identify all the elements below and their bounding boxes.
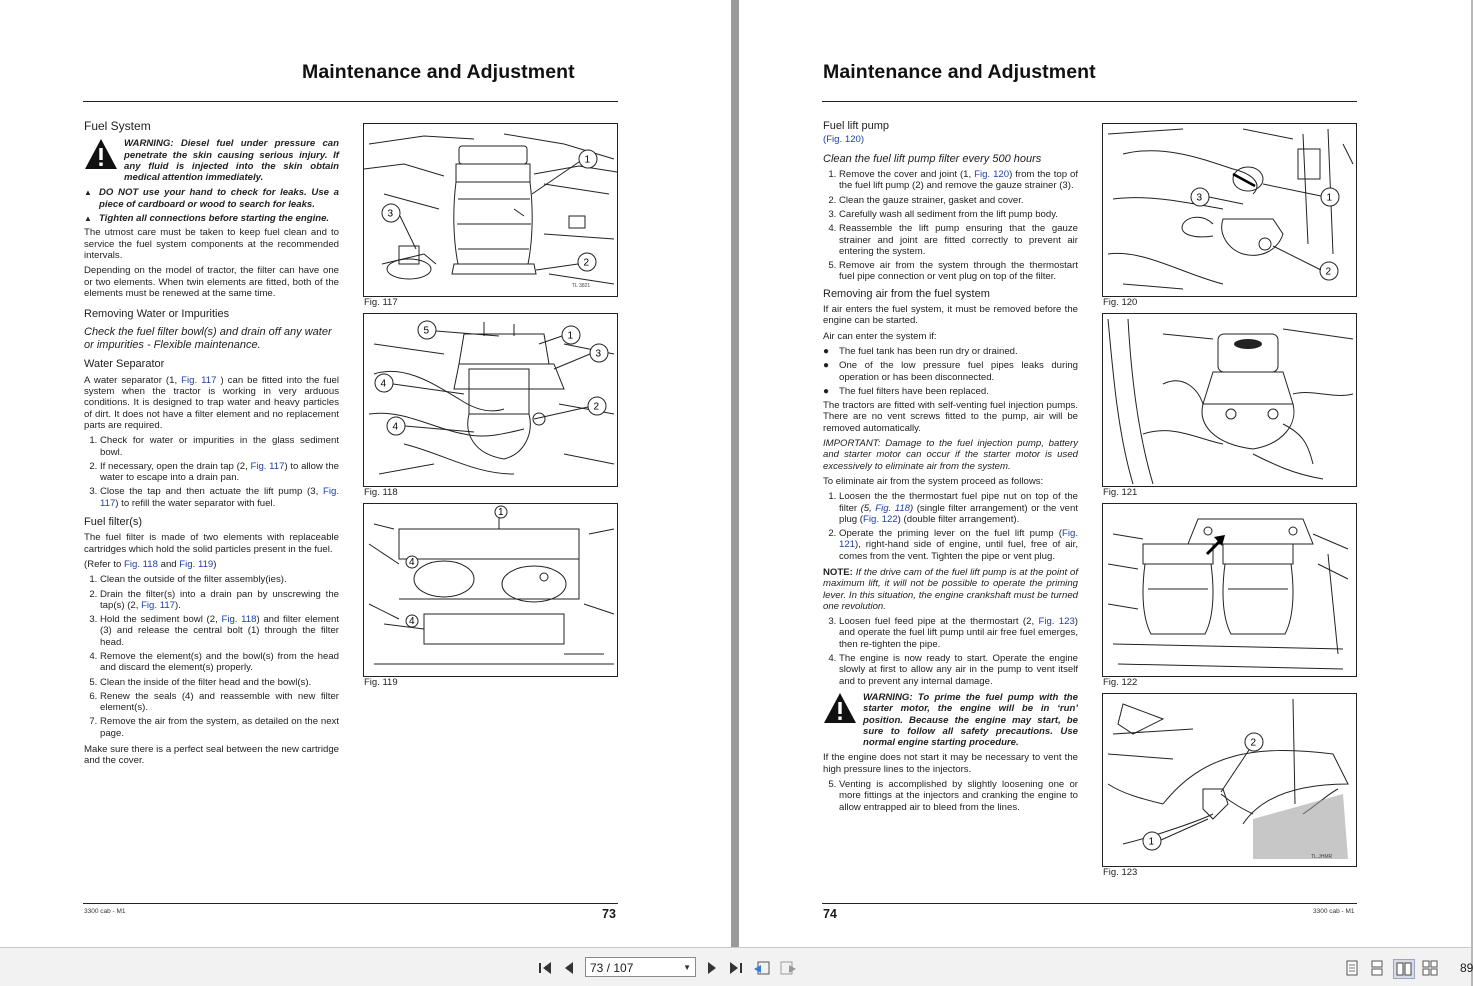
footer-code: 3300 cab - M1 <box>84 908 126 915</box>
go-forward-button[interactable] <box>779 959 797 977</box>
figure-link[interactable]: Fig. 118 <box>875 502 911 514</box>
list-item: 4. Reassemble the lift pump ensuring that the gauze strainer and joint are fitted correctly to prevent air entering the system. <box>839 223 1078 257</box>
callout-label: 1 <box>584 154 591 166</box>
figure-121 <box>1102 313 1357 487</box>
title-rule <box>83 101 618 102</box>
list-item: 7. Remove the air from the system, as detailed on the next page. <box>100 716 339 739</box>
page-number: 74 <box>823 907 837 921</box>
first-page-button[interactable] <box>536 959 554 977</box>
figure-link[interactable]: Fig. 117 <box>181 374 217 386</box>
zoom-level[interactable]: 89 <box>1460 961 1473 975</box>
bullet-dot-icon: ● <box>823 385 830 397</box>
next-page-button[interactable] <box>703 959 721 977</box>
fuel-filter-illustration <box>364 124 617 296</box>
note: NOTE: If the drive cam of the fuel lift pump is at the point of maximum lift, it will not be possible to operate the priming lever. In this situation, the engine crankshaft must be turned one revolution. <box>823 567 1078 612</box>
callout-label: 4 <box>392 421 399 433</box>
maintenance-interval-text: Check the fuel filter bowl(s) and drain off any water or impurities - Flexible maintenance. <box>84 326 332 351</box>
figure-stamp: TL 3821 <box>572 283 591 289</box>
callout-label: 5 <box>423 325 430 337</box>
callout-label: 1 <box>1326 192 1333 204</box>
warning-block <box>823 692 1078 748</box>
figure-link[interactable]: Fig. 117 <box>250 460 285 472</box>
paragraph: The tractors are fitted with self-venting fuel injection pumps. There are no vent screws fitted to the pump, air will be removed automatically. <box>823 400 1078 434</box>
first-page-icon <box>537 961 553 975</box>
footer-rule <box>822 903 1357 904</box>
go-back-icon <box>753 960 771 976</box>
footer-rule <box>83 903 618 904</box>
filter-removal-illustration <box>364 314 617 486</box>
figure-link[interactable]: Fig. 118 <box>124 558 158 570</box>
figure-118 <box>363 313 618 487</box>
list-item: 1. Loosen the the thermostart fuel pipe nut on top of the filter (5, Fig. 118) (single filter arrangement) or the vent plug (Fig. 122) (double filter arrangement). <box>839 491 1078 525</box>
bullet-triangle-icon: ▲ <box>84 214 92 224</box>
next-page-icon <box>706 961 718 975</box>
subsection-heading: Water Separator <box>84 358 165 371</box>
callout-label: 1 <box>498 507 504 518</box>
bullet-item: ● The fuel tank has been run dry or drained. <box>823 345 1018 357</box>
thermostart-illustration <box>1103 694 1356 866</box>
two-page-continuous-icon <box>1422 960 1438 976</box>
subsection-heading: Fuel filter(s) <box>84 516 143 529</box>
callout-label: 2 <box>1250 737 1257 749</box>
list-item: 5. Venting is accomplished by slightly loosening one or more fittings at the injectors and cranking the engine to allow entrapped air to bleed from the lines. <box>839 779 1078 813</box>
continuous-page-icon <box>1371 960 1383 976</box>
list-item: 5. Remove air from the system through the thermostart fuel pipe connection or vent plug on top of the filter. <box>839 260 1078 283</box>
list-item: 1. Remove the cover and joint (1, Fig. 120) from the top of the fuel lift pump (2) and remove the gauze strainer (3). <box>839 169 1078 192</box>
dropdown-caret-icon[interactable]: ▼ <box>683 963 691 972</box>
warning-text: WARNING: Diesel fuel under pressure can penetrate the skin causing serious injury. If any fluid is injected into the skin obtain medical attention immediately. <box>124 138 339 184</box>
figure-caption: Fig. 123 <box>1103 867 1138 878</box>
last-page-button[interactable] <box>727 959 745 977</box>
figure-link[interactable]: Fig. 123 <box>1038 616 1075 628</box>
subsection-heading: Fuel lift pump <box>823 120 890 132</box>
paragraph: If the engine does not start it may be necessary to vent the high pressure lines to the injectors. <box>823 752 1078 775</box>
two-page-view-button[interactable] <box>1393 959 1415 979</box>
callout-label: 2 <box>583 257 590 269</box>
footer-code: 3300 cab - M1 <box>1313 908 1355 915</box>
callout-label: 4 <box>380 378 387 390</box>
list-item: 6. Renew the seals (4) and reassemble with new filter element(s). <box>100 691 339 714</box>
single-page-icon <box>1346 960 1358 976</box>
figure-120 <box>1102 123 1357 297</box>
figure-caption: Fig. 121 <box>1103 487 1138 498</box>
page-title: Maintenance and Adjustment <box>302 61 575 83</box>
callout-label: 1 <box>567 330 574 342</box>
page-title: Maintenance and Adjustment <box>823 61 1096 83</box>
paragraph: To eliminate air from the system proceed as follows: <box>823 475 1044 487</box>
figure-link[interactable]: Fig. 117 <box>100 486 339 509</box>
figure-123 <box>1102 693 1357 867</box>
callout-label: 2 <box>1325 266 1332 278</box>
twin-filter-illustration <box>1103 504 1356 676</box>
subsection-heading: Removing air from the fuel system <box>823 287 990 300</box>
figure-122 <box>1102 503 1357 677</box>
paragraph: A water separator (1, Fig. 117 ) can be fitted into the fuel system when the tractor is working in very arduous conditions. It is designed to trap water and heavy particles of dirt. It does not have a filter element and no replacement parts are required. <box>84 374 339 431</box>
previous-page-button[interactable] <box>560 959 578 977</box>
figure-caption: Fig. 117 <box>364 297 398 308</box>
list-item: 2. Operate the priming lever on the fuel lift pump (Fig. 121), right-hand side of engine, until fuel, free of air, comes from the vent. Tighten the pipe or vent plug. <box>839 528 1078 562</box>
continuous-view-button[interactable] <box>1368 959 1386 977</box>
paragraph: Air can enter the system if: <box>823 330 937 342</box>
figure-caption: Fig. 120 <box>1103 297 1138 308</box>
fuel-filter-steps <box>84 574 339 739</box>
maintenance-interval-text: Clean the fuel lift pump filter every 500 hours <box>823 152 1042 165</box>
figure-117 <box>363 123 618 297</box>
last-page-icon <box>728 961 744 975</box>
figure-link[interactable]: Fig. 120 <box>974 169 1010 181</box>
subsection-heading: Removing Water or Impurities <box>84 308 230 321</box>
priming-lever-illustration <box>1103 314 1356 486</box>
water-separator-steps <box>84 435 339 509</box>
paragraph: (Refer to Fig. 118 and Fig. 119) <box>84 558 217 570</box>
list-item: 2. If necessary, open the drain tap (2, Fig. 117) to allow the water to escape into a drain pan. <box>100 461 339 484</box>
callout-label: 1 <box>1148 836 1155 848</box>
callout-label: 3 <box>595 348 602 360</box>
lift-pump-steps <box>823 169 1078 283</box>
callout-label: 2 <box>593 401 600 413</box>
single-page-view-button[interactable] <box>1343 959 1361 977</box>
left-page <box>0 0 731 947</box>
figure-caption: Fig. 122 <box>1103 677 1138 688</box>
bullet-dot-icon: ● <box>823 345 830 357</box>
important-note: IMPORTANT: Damage to the fuel injection pump, battery and starter motor can occur if the starter motor is used excessively to eliminate air from the system. <box>823 438 1078 472</box>
air-elimination-steps-cont <box>823 616 1078 687</box>
paragraph: The fuel filter is made of two elements with replaceable cartridges which hold the solid particles present in the fuel. <box>84 532 339 555</box>
warning-bullet: ▲ DO NOT use your hand to check for leaks. Use a piece of cardboard or wood to search for leaks. <box>84 187 339 210</box>
previous-page-icon <box>563 961 575 975</box>
figure-119 <box>363 503 618 677</box>
list-item: 2. Clean the gauze strainer, gasket and cover. <box>839 195 1078 206</box>
callout-label: 3 <box>1196 192 1203 204</box>
page-number: 73 <box>602 907 616 921</box>
title-rule <box>822 101 1357 102</box>
paragraph: Make sure there is a perfect seal between the new cartridge and the cover. <box>84 744 339 767</box>
list-item: 3. Carefully wash all sediment from the lift pump body. <box>839 209 1078 220</box>
list-item: 1. Clean the outside of the filter assembly(ies). <box>100 574 339 585</box>
section-title: Fuel System <box>84 119 151 133</box>
bullet-dot-icon: ● <box>823 360 830 372</box>
list-item: 4. Remove the element(s) and the bowl(s) from the head and discard the element(s) properly. <box>100 651 339 674</box>
bullet-triangle-icon: ▲ <box>84 188 92 198</box>
list-item: 3. Loosen fuel feed pipe at the thermostart (2, Fig. 123) and operate the fuel lift pump until air free fuel emerges, then re-tighten the pipe. <box>839 616 1078 650</box>
figure-link[interactable]: Fig. 117 <box>141 599 176 611</box>
left-text-column <box>84 121 339 771</box>
warning-bullet: ▲ Tighten all connections before starting the engine. <box>84 213 330 225</box>
callout-label: 3 <box>387 208 394 220</box>
figure-caption: Fig. 119 <box>364 677 398 688</box>
figure-caption: Fig. 118 <box>364 487 398 498</box>
figure-link[interactable]: Fig. 122 <box>863 513 898 525</box>
viewer-toolbar <box>0 947 1471 986</box>
bullet-item: ● The fuel filters have been replaced. <box>823 385 989 397</box>
two-page-icon <box>1396 962 1412 976</box>
figure-stamp: TL.JHMR <box>1311 854 1333 860</box>
page-gutter <box>731 0 739 947</box>
warning-text: WARNING: To prime the fuel pump with the starter motor, the engine will be in ‘run’ position. Because the engine may start, be sure to follow all safety precautions. Use normal engine starting procedure. <box>863 691 1078 749</box>
list-item: 1. Check for water or impurities in the glass sediment bowl. <box>100 435 339 458</box>
go-forward-icon <box>779 960 797 976</box>
warning-icon <box>84 138 118 170</box>
callout-label: 4 <box>409 557 415 568</box>
right-page <box>739 0 1471 947</box>
go-back-button[interactable] <box>753 959 771 977</box>
list-item: 3. Hold the sediment bowl (2, Fig. 118) and filter element (3) and release the central bolt (1) through the filter head. <box>100 614 339 648</box>
right-text-column <box>823 121 1078 818</box>
filter-head-illustration <box>364 504 617 676</box>
two-page-continuous-button[interactable] <box>1421 959 1439 977</box>
list-item: 4. The engine is now ready to start. Operate the engine slowly at first to allow any air in the pump to vent itself and to prevent any internal damage. <box>839 653 1078 687</box>
lift-pump-illustration <box>1103 124 1356 296</box>
warning-icon <box>823 692 857 724</box>
figure-link[interactable]: Fig. 119 <box>179 558 214 570</box>
air-elimination-steps <box>823 491 1078 562</box>
figure-link[interactable]: (Fig. 120) <box>823 134 865 146</box>
page-number-input[interactable]: 73 / 107 ▼ <box>585 957 696 977</box>
callout-label: 4 <box>409 616 415 627</box>
paragraph: Depending on the model of tractor, the filter can have one or two elements. When twin elements are fitted, both of the elements must be renewed at the same time. <box>84 265 339 299</box>
paragraph: If air enters the fuel system, it must be removed before the engine can be started. <box>823 304 1078 327</box>
paragraph: The utmost care must be taken to keep fuel clean and to service the fuel system components at the recommended intervals. <box>84 227 339 261</box>
list-item: 2. Drain the filter(s) into a drain pan by unscrewing the tap(s) (2, Fig. 117). <box>100 589 339 612</box>
venting-step <box>823 779 1078 813</box>
bullet-item: ● One of the low pressure fuel pipes leaks during operation or has been disconnected. <box>823 360 1078 383</box>
figure-link[interactable]: Fig. 118 <box>221 614 257 626</box>
list-item: 5. Clean the inside of the filter head and the bowl(s). <box>100 677 339 688</box>
list-item: 3. Close the tap and then actuate the lift pump (3, Fig. 117) to refill the water separator with fuel. <box>100 486 339 509</box>
figure-link[interactable]: Fig. 121 <box>839 528 1078 551</box>
warning-block <box>84 138 339 183</box>
